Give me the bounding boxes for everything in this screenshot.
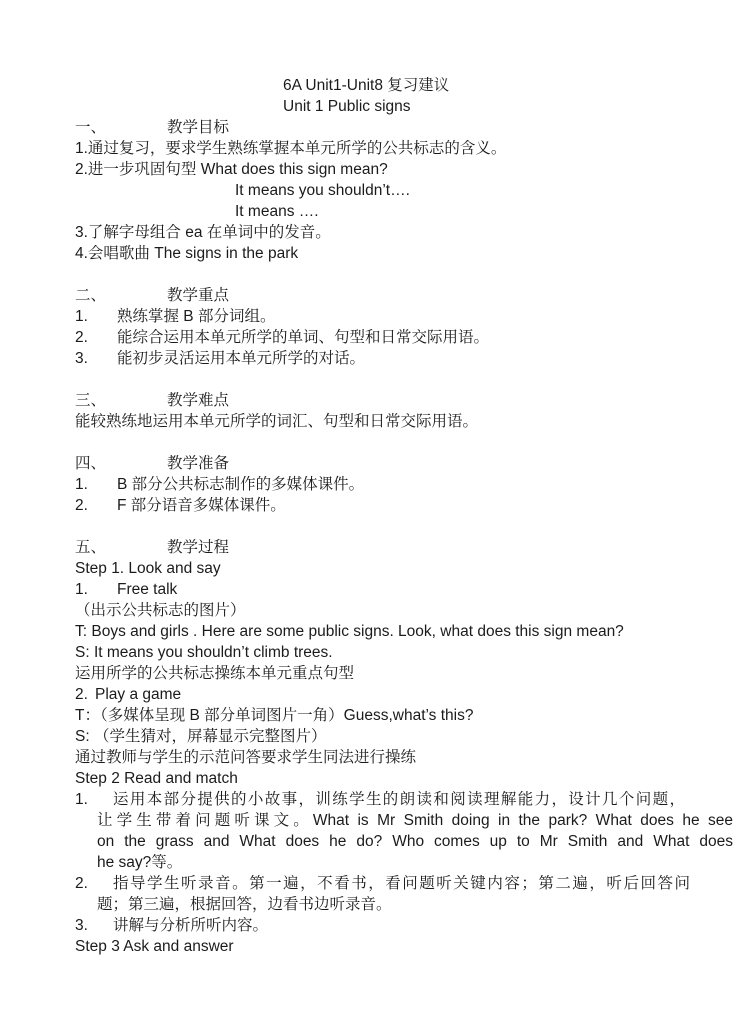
step2-item3 (75, 915, 733, 936)
blank-line (75, 432, 733, 453)
step1-student-line2: S: （学生猜对，屏幕显示完整图片） (75, 728, 327, 745)
step2-item1-line3: on the grass and What does he do? Who comes up to Mr Smith and What does (97, 833, 733, 850)
section2-title: 教学重点 (167, 287, 230, 304)
section1-item2-sentence1: It means you shouldn’t…. (235, 182, 410, 199)
section2-item2 (75, 327, 733, 348)
list-marker: 2. (75, 686, 88, 703)
section5-title: 教学过程 (167, 539, 230, 556)
list-marker: 3. (75, 350, 88, 367)
section1-title: 教学目标 (167, 119, 230, 136)
step1-student-line1: S: It means you shouldn’t climb trees. (75, 644, 333, 661)
step2-item1-line2: 让学生带着问题听课文。What is Mr Smith doing in the park? What does he see (97, 812, 733, 829)
doc-subtitle: Unit 1 Public signs (283, 98, 411, 115)
step1-teacher-line1: T: Boys and girls . Here are some public signs. Look, what does this sign mean? (75, 623, 624, 640)
section4-item1 (75, 474, 733, 495)
list-marker: 1. (75, 476, 88, 493)
list-item-text: 指导学生听录音。第一遍，不看书，看问题听关键内容；第二遍，听后回答问 (113, 875, 690, 892)
section1-item2: 2.进一步巩固句型 What does this sign mean? (75, 161, 388, 178)
list-marker: 3. (75, 917, 88, 934)
section3-heading (75, 390, 733, 411)
list-item-text: 运用本部分提供的小故事，训练学生的朗读和阅读理解能力，设计几个问题， (113, 791, 685, 808)
section2-item1 (75, 306, 733, 327)
section2-number: 二、 (75, 287, 107, 304)
section5-heading (75, 537, 733, 558)
list-item-text: Play a game (95, 686, 182, 703)
section2-item3 (75, 348, 733, 369)
step2-item1-line4: he say?等。 (97, 854, 183, 871)
section1-number: 一、 (75, 119, 107, 136)
list-item-text: 能初步灵活运用本单元所学的对话。 (117, 350, 366, 367)
section5-number: 五、 (75, 539, 107, 556)
step2-title: Step 2 Read and match (75, 770, 238, 787)
list-item-text: 讲解与分析所听内容。 (113, 917, 269, 934)
section1-item1: 1.通过复习，要求学生熟练掌握本单元所学的公共标志的含义。 (75, 140, 507, 157)
step1-teacher-line2: T：（多媒体呈现 B 部分单词图片一角）Guess,what’s this? (75, 707, 474, 724)
list-marker: 2. (75, 875, 88, 892)
blank-line (75, 369, 733, 390)
doc-title: 6A Unit1-Unit8 复习建议 (283, 77, 450, 94)
section4-title: 教学准备 (167, 455, 230, 472)
blank-line (75, 264, 733, 285)
section3-number: 三、 (75, 392, 107, 409)
section3-body: 能较熟练地运用本单元所学的词汇、句型和日常交际用语。 (75, 413, 479, 430)
list-item-text: 熟练掌握 B 部分词组。 (117, 308, 276, 325)
list-marker: 1. (75, 581, 88, 598)
section4-item2 (75, 495, 733, 516)
list-marker: 2. (75, 497, 88, 514)
list-item-text: 能综合运用本单元所学的单词、句型和日常交际用语。 (117, 329, 490, 346)
section4-heading (75, 453, 733, 474)
step1-note2: 运用所学的公共标志操练本单元重点句型 (75, 665, 355, 682)
list-marker: 2. (75, 329, 88, 346)
step3-title: Step 3 Ask and answer (75, 938, 234, 955)
step2-item2-line2: 题；第三遍，根据回答，边看书边听录音。 (97, 896, 392, 913)
section2-heading (75, 285, 733, 306)
section1-item3: 3.了解字母组合 ea 在单词中的发音。 (75, 224, 331, 241)
section1-item4: 4.会唱歌曲 The signs in the park (75, 245, 299, 262)
section1-item2-sentence2: It means …. (235, 203, 319, 220)
step2-item1-line1 (75, 789, 733, 810)
blank-line (75, 516, 733, 537)
section4-number: 四、 (75, 455, 107, 472)
step2-item2-line1 (75, 873, 733, 894)
step1-item1 (75, 579, 733, 600)
list-marker: 1. (75, 791, 88, 808)
list-item-text: Free talk (117, 581, 178, 598)
section1-heading (75, 117, 733, 138)
step1-item2 (75, 684, 733, 705)
list-marker: 1. (75, 308, 88, 325)
list-item-text: B 部分公共标志制作的多媒体课件。 (117, 476, 365, 493)
step1-title: Step 1. Look and say (75, 560, 221, 577)
list-item-text: F 部分语音多媒体课件。 (117, 497, 286, 514)
section3-title: 教学难点 (167, 392, 230, 409)
step1-note3: 通过教师与学生的示范问答要求学生同法进行操练 (75, 749, 417, 766)
step1-note1: （出示公共标志的图片） (75, 602, 246, 619)
